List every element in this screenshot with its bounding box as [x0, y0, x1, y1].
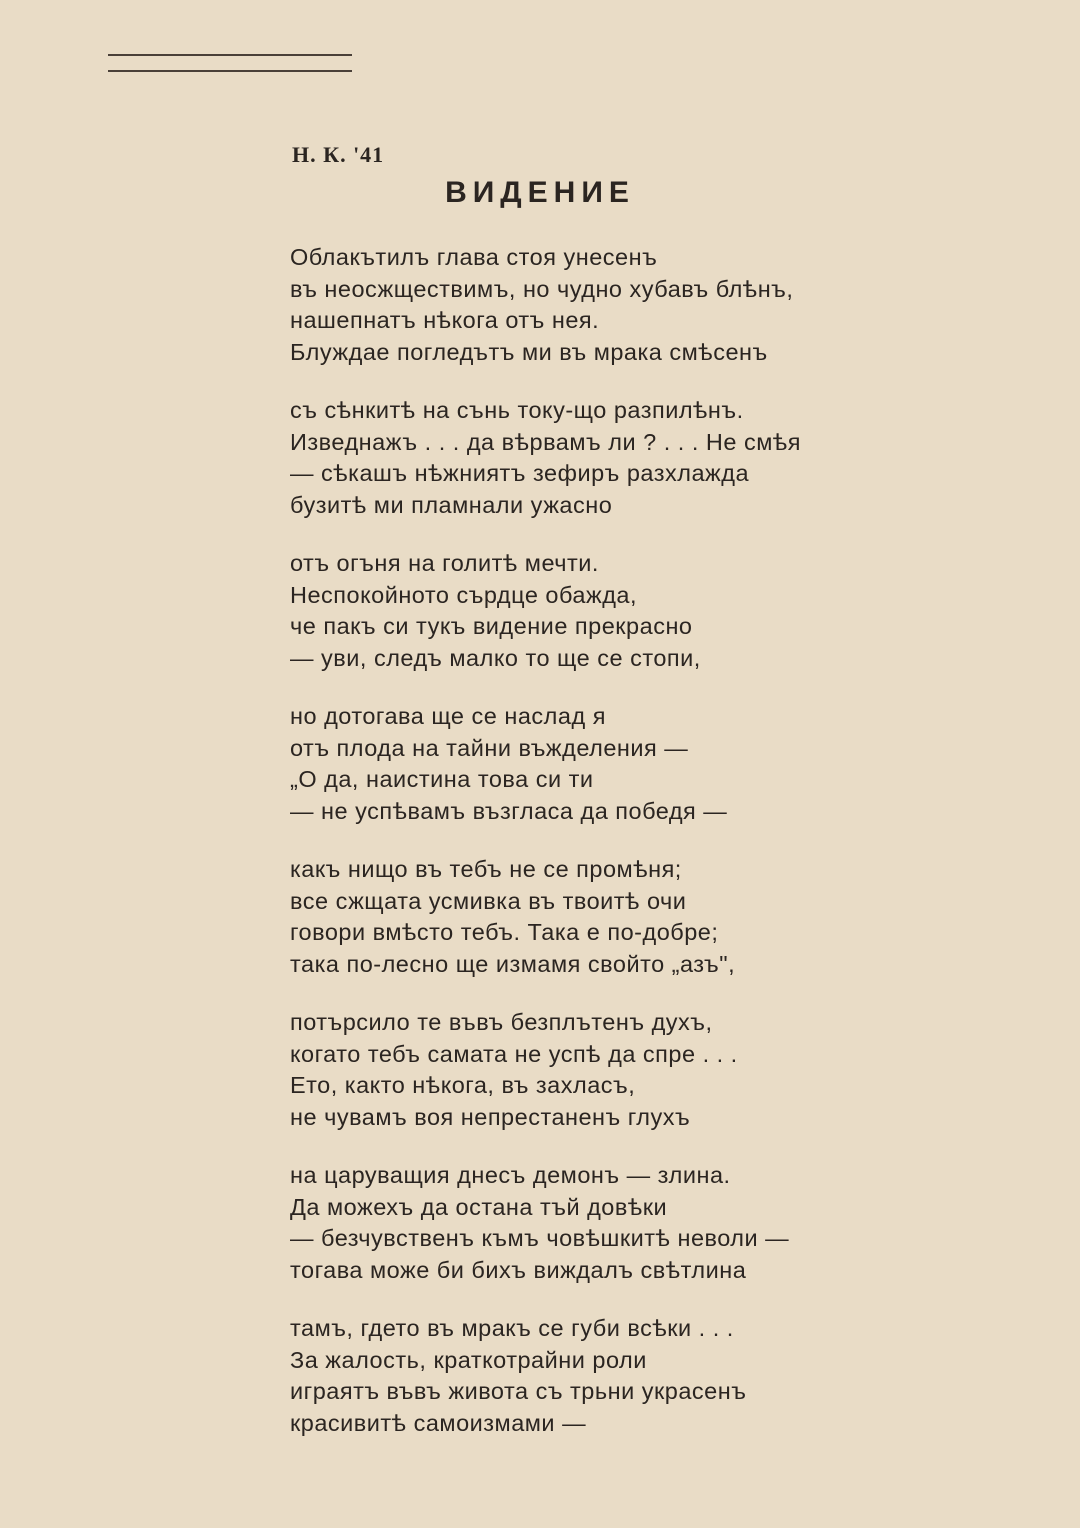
poem-line: Ето, както нѣкога, въ захласъ,	[290, 1072, 636, 1098]
poem-stanza	[290, 242, 850, 368]
poem-line: говори вмѣсто тебъ. Така е по-добре;	[290, 919, 719, 945]
poem-line: че пакъ си тукъ видение прекрасно	[290, 613, 693, 639]
poem-line: все сжщата усмивка въ твоитѣ очи	[290, 887, 687, 914]
poem-line: Неспокойното сърдце обажда,	[290, 581, 638, 608]
poem-line: не чувамъ воя непрестаненъ глухъ	[290, 1103, 691, 1130]
poem-line: на царуващия днесъ демонъ — злина.	[290, 1162, 731, 1188]
poem-line: красивитѣ самоизмами —	[290, 1409, 587, 1436]
poem-title-text: ВИДЕНИЕ	[445, 176, 635, 209]
poem-line: но дотогава ще се наслад я	[290, 703, 606, 729]
poem-body	[290, 242, 850, 1466]
poem-line: тогава може би бихъ виждалъ свѣтлина	[290, 1256, 747, 1283]
poem-line: въ неосжществимъ, но чудно хубавъ блѣнъ,	[290, 275, 794, 302]
poem-stanza	[290, 548, 850, 674]
top-rule-upper	[108, 54, 352, 56]
poem-stanza	[290, 1160, 850, 1286]
author-signature: Н. К. '41	[292, 142, 385, 167]
poem-line: — сѣкашъ нѣжниятъ зефиръ разхлажда	[290, 460, 750, 486]
poem-line: Облакътилъ глава стоя унесенъ	[290, 244, 658, 270]
poem-line: — не успѣвамъ възгласа да победя —	[290, 797, 728, 824]
poem-line: отъ плода на тайни въжделения —	[290, 734, 689, 761]
poem-line: играятъ въвъ живота съ трьни украсенъ	[290, 1378, 747, 1404]
poem-line: нашепнатъ нѣкога отъ нея.	[290, 307, 600, 333]
poem-stanza	[290, 854, 850, 980]
poem-title	[0, 176, 1080, 210]
poem-line: — уви, следъ малко то ще се стопи,	[290, 644, 701, 671]
poem-line: Да можехъ да остана тъй довѣки	[290, 1193, 668, 1220]
poem-line: бузитѣ ми пламнали ужасно	[290, 491, 613, 518]
poem-line: Блуждае погледътъ ми въ мрака смѣсенъ	[290, 338, 768, 365]
poem-line: — безчувственъ къмъ човѣшкитѣ неволи —	[290, 1225, 790, 1251]
poem-line: съ сѣнкитѣ на сънь току-що разпилѣнъ.	[290, 397, 744, 423]
top-rule-lower	[108, 70, 352, 72]
poem-line: когато тебъ самата не успѣ да спре . . .	[290, 1040, 738, 1067]
poem-line: За жалость, краткотрайни роли	[290, 1346, 647, 1373]
poem-stanza	[290, 395, 850, 521]
poem-line: отъ огъня на голитѣ мечти.	[290, 550, 599, 576]
poem-line: така по-лесно ще измамя свойто „азъ",	[290, 950, 736, 977]
poem-line: Изведнажъ . . . да вѣрвамъ ли ? . . . Не смѣя	[290, 428, 801, 455]
poem-line: потърсило те въвъ безплътенъ духъ,	[290, 1009, 713, 1035]
poem-stanza	[290, 701, 850, 827]
poem-stanza	[290, 1313, 850, 1439]
poem-line: „О да, наистина това си ти	[290, 766, 594, 792]
poem-line: какъ нищо въ тебъ не се промѣня;	[290, 856, 682, 882]
poem-line: тамъ, гдето въ мракъ се губи всѣки . . .	[290, 1315, 734, 1341]
poem-stanza	[290, 1007, 850, 1133]
